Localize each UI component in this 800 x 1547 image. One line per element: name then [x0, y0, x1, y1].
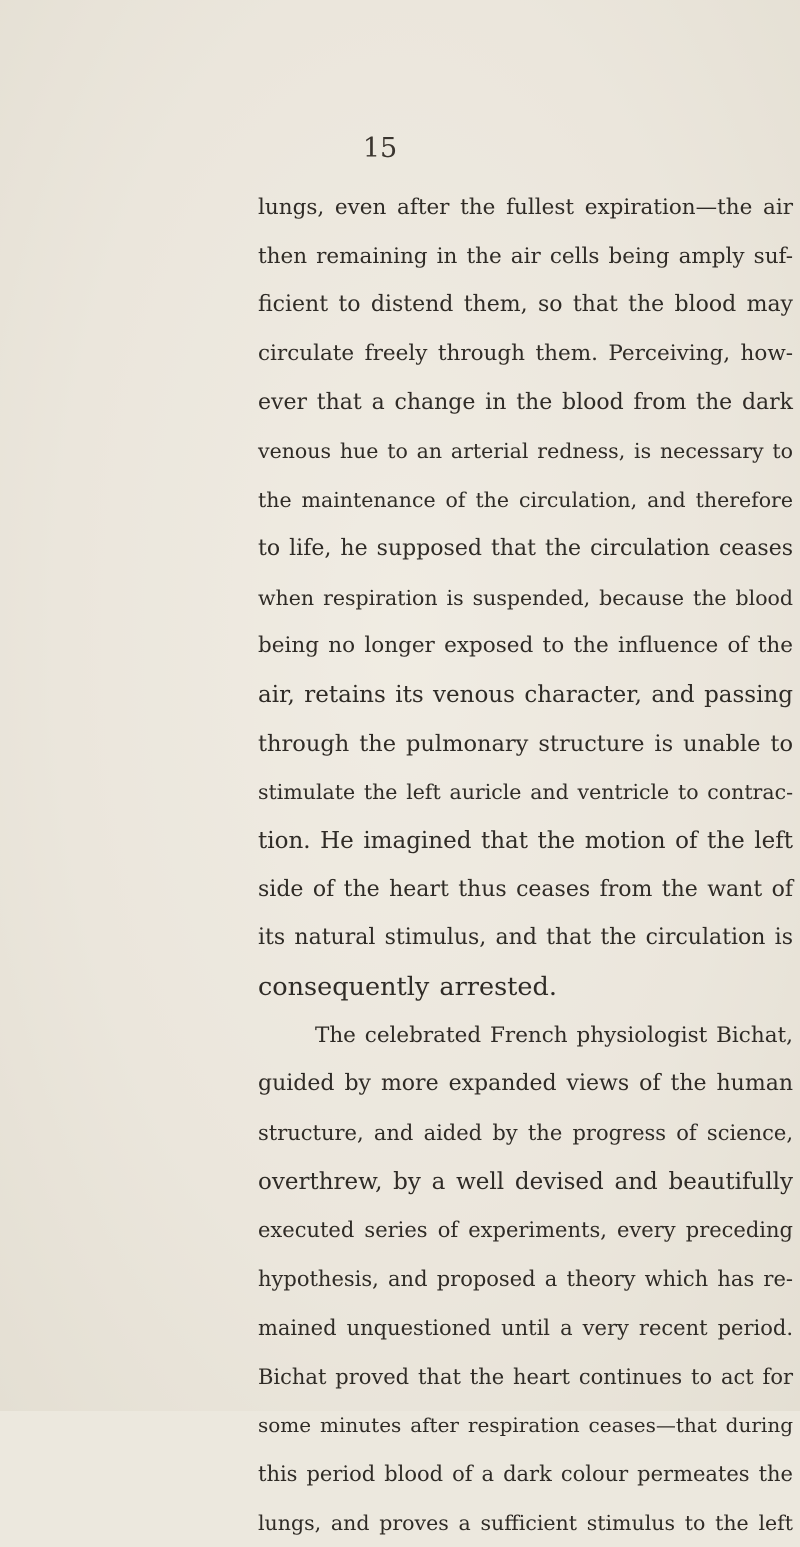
text-line: lungs, and proves a sufficient stimulus to the left [258, 1510, 793, 1535]
text-line: Bichat proved that the heart continues to act for [258, 1364, 793, 1389]
text-line: hypothesis, and proposed a theory which has re- [258, 1267, 793, 1292]
body-text [258, 184, 793, 1547]
text-line: side of the heart thus ceases from the want of [258, 876, 793, 902]
paragraph-end-line: consequently arrested. [258, 972, 557, 1002]
text-line: when respiration is suspended, because the blood [258, 585, 793, 610]
paragraph-start-line: The celebrated French physiologist Bichat, [315, 1022, 793, 1048]
text-line: ficient to distend them, so that the blood may [258, 292, 793, 318]
text-line: lungs, even after the fullest expiration—the air [258, 195, 793, 220]
text-line: to life, he supposed that the circulation ceases [258, 535, 793, 561]
text-line: executed series of experiments, every preceding [258, 1218, 793, 1243]
text-line: overthrew, by a well devised and beautifully [258, 1168, 793, 1195]
text-line: then remaining in the air cells being amply suf- [258, 243, 793, 269]
text-line: air, retains its venous character, and passing [258, 681, 793, 708]
text-line: its natural stimulus, and that the circulation is [258, 925, 793, 951]
page-number: 15 [362, 133, 398, 164]
text-line: some minutes after respiration ceases—that during [258, 1413, 793, 1438]
text-line: tion. He imagined that the motion of the left [258, 827, 793, 854]
text-line: through the pulmonary structure is unable to [258, 730, 793, 757]
text-line: this period blood of a dark colour permeates the [258, 1461, 793, 1486]
text-line: ever that a change in the blood from the dark [258, 389, 793, 415]
text-line: circulate freely through them. Perceiving, how- [258, 341, 793, 367]
text-line: being no longer exposed to the influence of the [258, 633, 793, 659]
text-line: venous hue to an arterial redness, is necessary to [258, 439, 793, 464]
text-line: structure, and aided by the progress of science, [258, 1121, 793, 1146]
text-line: mained unquestioned until a very recent period. [258, 1315, 793, 1340]
text-line: guided by more expanded views of the human [258, 1071, 793, 1097]
text-line: stimulate the left auricle and ventricle to contrac- [258, 780, 793, 805]
text-line: the maintenance of the circulation, and therefore [258, 488, 793, 513]
